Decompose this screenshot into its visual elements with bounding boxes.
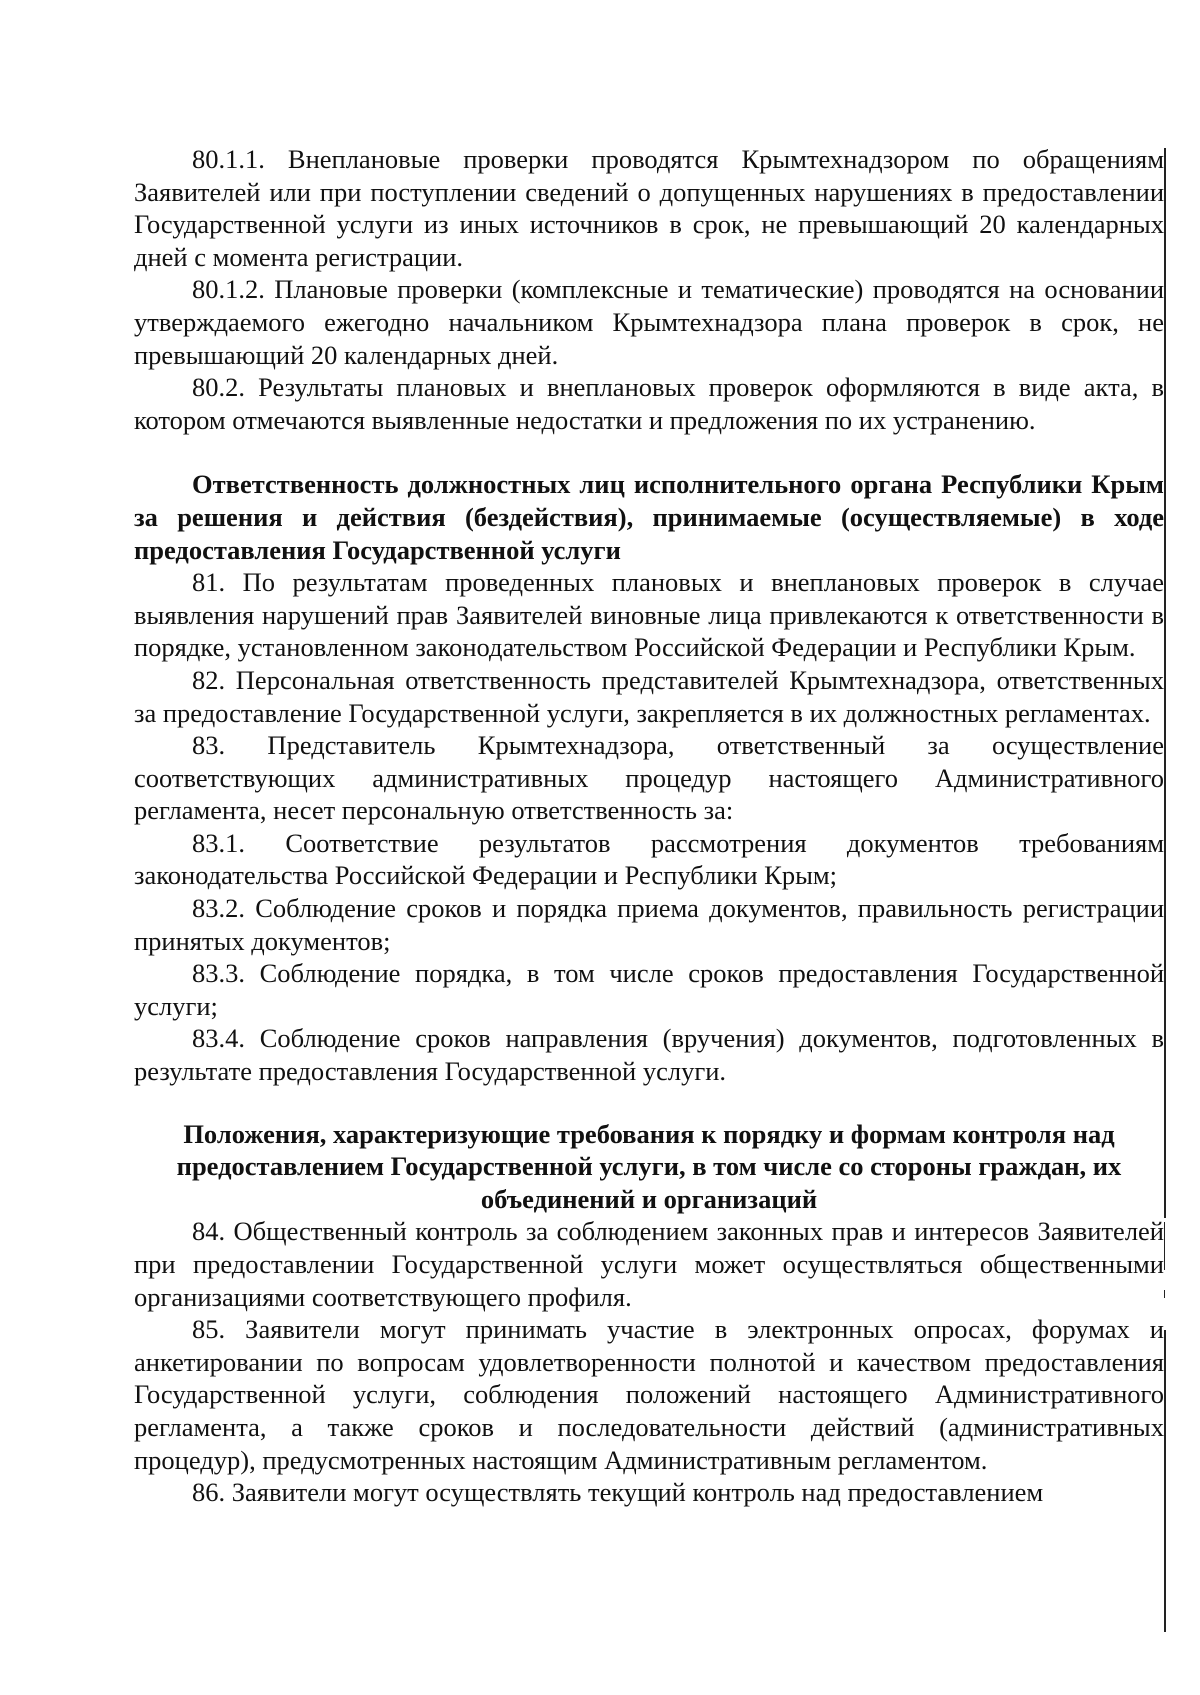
scan-margin-line [1164,148,1166,1218]
paragraph-81: 81. По результатам проведенных плановых и внеплановых проверок в случае выявления нарушений прав Заявителей виновные лица привлекаются к ответственности в порядке, установленном законодательством Российской Федерации и Республики Крым. [134,567,1164,663]
section-spacer [134,1088,1164,1118]
paragraph-85: 85. Заявители могут принимать участие в электронных опросах, форумах и анкетировании по вопросам удовлетворенности полнотой и качеством предоставления Государственной услуги, соблюдения положений настоящего Административного регламента, а также сроков и последовательности действий (административных процедур), предусмотренных настоящим Административным регламентом. [134,1314,1164,1475]
paragraph-83-3: 83.3. Соблюдение порядка, в том числе сроков предоставления Государственной услуги; [134,958,1164,1021]
section-heading-control: Положения, характеризующие требования к порядку и формам контроля над предоставлением Государственной услуги, в том числе со стороны граждан, их объединений и организаций [176,1118,1122,1214]
section-spacer [134,436,1164,468]
paragraph-83: 83. Представитель Крымтехнадзора, ответственный за осуществление соответствующих административных процедур настоящего Административного регламента, несет персональную ответственность за: [134,730,1164,826]
section-heading-responsibility: Ответственность должностных лиц исполнительного органа Республики Крым за решения и действия (бездействия), принимаемые (осуществляемые) в ходе предоставления Государственной услуги [134,469,1164,565]
paragraph-84: 84. Общественный контроль за соблюдением законных прав и интересов Заявителей при предоставлении Государственной услуги может осуществляться общественными организациями соответствующего профиля. [134,1216,1164,1312]
paragraph-80-1-1: 80.1.1. Внеплановые проверки проводятся Крымтехнадзором по обращениям Заявителей или при поступлении сведений о допущенных нарушениях в предоставлении Государственной услуги из иных источников в срок, не превышающий 20 календарных дней с момента регистрации. [134,144,1164,272]
paragraph-82: 82. Персональная ответственность представителей Крымтехнадзора, ответственных за предоставление Государственной услуги, закрепляется в их должностных регламентах. [134,664,1164,728]
scan-margin-line [1164,1330,1166,1632]
paragraph-80-2: 80.2. Результаты плановых и внеплановых проверок оформляются в виде акта, в котором отмечаются выявленные недостатки и предложения по их устранению. [134,372,1164,435]
paragraph-83-4: 83.4. Соблюдение сроков направления (вручения) документов, подготовленных в результате предоставления Государственной услуги. [134,1023,1164,1087]
paragraph-83-2: 83.2. Соблюдение сроков и порядка приема документов, правильность регистрации принятых документов; [134,893,1164,956]
scan-margin-line [1164,1290,1165,1298]
document-body [134,143,1164,1509]
paragraph-80-1-2: 80.1.2. Плановые проверки (комплексные и тематические) проводятся на основании утверждаемого ежегодно начальником Крымтехнадзора плана проверок в срок, не превышающий 20 календарных дней. [134,274,1164,370]
paragraph-86: 86. Заявители могут осуществлять текущий контроль над предоставлением [192,1477,1044,1508]
paragraph-83-1: 83.1. Соответствие результатов рассмотрения документов требованиям законодательства Российской Федерации и Республики Крым; [134,827,1164,891]
scan-margin-line [1164,1222,1165,1270]
